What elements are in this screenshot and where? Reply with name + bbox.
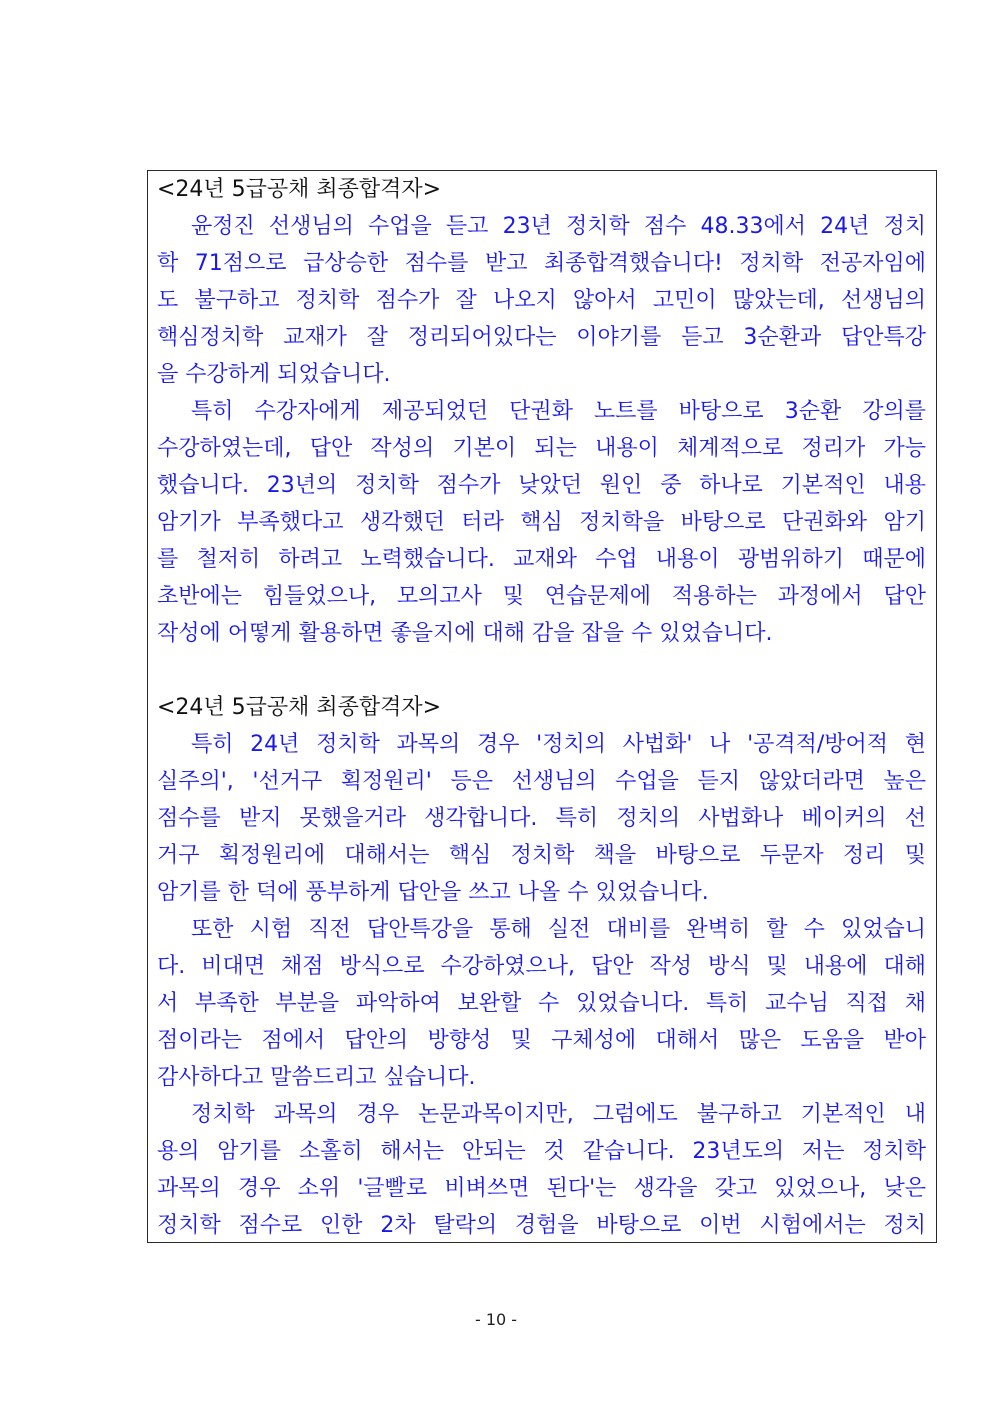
text-line: 작성에 어떻게 활용하면 좋을지에 대해 감을 잡을 수 있었습니다. — [157, 621, 773, 646]
text-line: 또한 시험 직전 답안특강을 통해 실전 대비를 완벽히 할 수 있었습니 — [191, 917, 926, 942]
text-line: 점수를 받지 못했을거라 생각합니다. 특히 정치의 사법화나 베이커의 선 — [157, 806, 926, 831]
text-line: 실주의', '선거구 획정원리' 등은 선생님의 수업을 듣지 않았더라면 높은 — [157, 769, 926, 794]
page-number: - 10 - — [474, 1310, 518, 1329]
text-line: 과목의 경우 소위 '글빨로 비벼쓰면 된다'는 생각을 갖고 있었으나, 낮은 — [157, 1176, 926, 1201]
text-line: 암기가 부족했다고 생각했던 터라 핵심 정치학을 바탕으로 단권화와 암기 — [157, 510, 926, 535]
text-line: 을 수강하게 되었습니다. — [157, 362, 391, 387]
text-line: 다. 비대면 채점 방식으로 수강하였으나, 답안 작성 방식 및 내용에 대해 — [157, 954, 926, 979]
testimonial-box — [147, 170, 937, 1243]
text-line: 초반에는 힘들었으나, 모의고사 및 연습문제에 적용하는 과정에서 답안 — [157, 584, 926, 609]
text-line: 특히 수강자에게 제공되었던 단권화 노트를 바탕으로 3순환 강의를 — [191, 399, 926, 424]
text-line: 도 불구하고 정치학 점수가 잘 나오지 않아서 고민이 많았는데, 선생님의 — [157, 288, 926, 313]
text-line: 점이라는 점에서 답안의 방향성 및 구체성에 대해서 많은 도움을 받아 — [157, 1028, 926, 1053]
text-line: 용의 암기를 소홀히 해서는 안되는 것 같습니다. 23년도의 저는 정치학 — [157, 1139, 926, 1164]
text-line: 수강하였는데, 답안 작성의 기본이 되는 내용이 체계적으로 정리가 가능 — [157, 436, 926, 461]
text-line: 특히 24년 정치학 과목의 경우 '정치의 사법화' 나 '공격적/방어적 현 — [191, 732, 926, 757]
blank-line — [157, 652, 926, 689]
text-line: 를 철저히 하려고 노력했습니다. 교재와 수업 내용이 광범위하기 때문에 — [157, 547, 926, 572]
text-line: 했습니다. 23년의 정치학 점수가 낮았던 원인 중 하나로 기본적인 내용 — [157, 473, 926, 498]
text-line: 정치학 과목의 경우 논문과목이지만, 그럼에도 불구하고 기본적인 내 — [191, 1102, 926, 1127]
section-heading: <24년 5급공채 최종합격자> — [157, 695, 442, 720]
text-line: 정치학 점수로 인한 2차 탈락의 경험을 바탕으로 이번 시험에서는 정치 — [157, 1213, 926, 1238]
text-line: 감사하다고 말씀드리고 싶습니다. — [157, 1065, 476, 1090]
text-line: 암기를 한 덕에 풍부하게 답안을 쓰고 나올 수 있었습니다. — [157, 880, 709, 905]
text-line: 학 71점으로 급상승한 점수를 받고 최종합격했습니다! 정치학 전공자임에 — [157, 251, 926, 276]
text-line: 핵심정치학 교재가 잘 정리되어있다는 이야기를 듣고 3순환과 답안특강 — [157, 325, 926, 350]
text-line: 거구 획정원리에 대해서는 핵심 정치학 책을 바탕으로 두문자 정리 및 — [157, 843, 926, 868]
text-line: 서 부족한 부분을 파악하여 보완할 수 있었습니다. 특히 교수님 직접 채 — [157, 991, 926, 1016]
section-heading: <24년 5급공채 최종합격자> — [157, 177, 442, 202]
text-line: 윤정진 선생님의 수업을 듣고 23년 정치학 점수 48.33에서 24년 정치 — [191, 214, 926, 239]
